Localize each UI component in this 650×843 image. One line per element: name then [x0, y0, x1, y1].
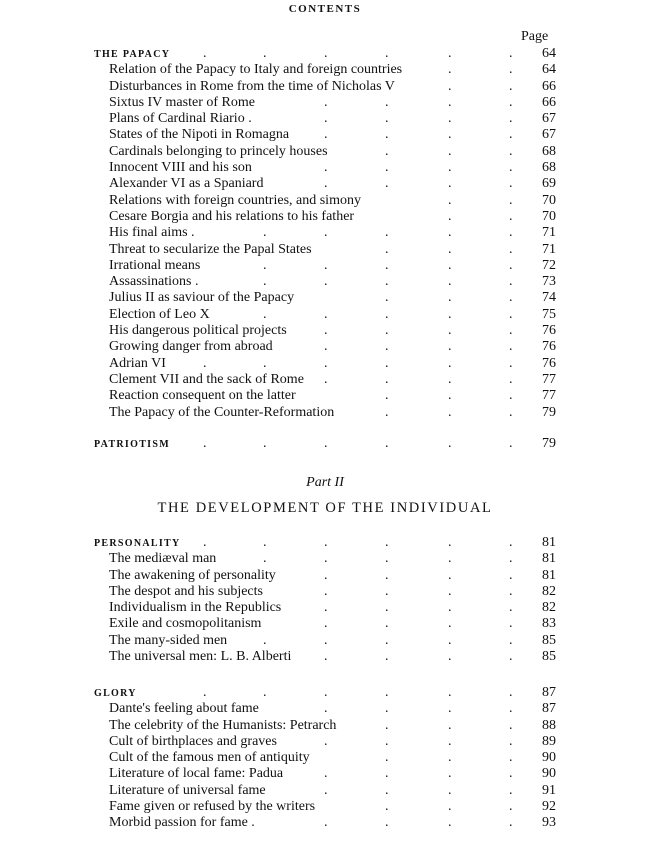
page-column-label: Page: [521, 29, 549, 44]
running-head: CONTENTS: [288, 3, 362, 15]
leader-dot: .: [448, 257, 452, 273]
page-number: 66: [542, 78, 556, 94]
entry-title: Cult of the famous men of antiquity: [109, 750, 310, 766]
leader-dot: .: [324, 225, 328, 241]
toc-entry: [0, 701, 650, 717]
entry-title: The mediæval man: [109, 551, 217, 567]
page-number: 72: [542, 257, 556, 273]
entry-title: Innocent VIII and his son: [109, 160, 252, 176]
toc-entry: [0, 815, 650, 831]
leader-dot: .: [385, 404, 389, 420]
leader-dot: .: [509, 339, 513, 355]
leader-dot: .: [448, 62, 452, 78]
leader-dot: .: [385, 717, 389, 733]
toc-entry: [0, 95, 650, 111]
leader-dot: .: [448, 649, 452, 665]
leader-dot: .: [385, 388, 389, 404]
page-number: 73: [542, 274, 556, 290]
section-patriotism: [0, 436, 650, 452]
leader-dot: .: [448, 701, 452, 717]
leader-dot: .: [509, 815, 513, 831]
page-number: 64: [542, 46, 556, 61]
leader-dot: .: [263, 306, 267, 322]
leader-dot: .: [385, 436, 389, 451]
section-heading: THE PAPACY: [94, 49, 171, 60]
entry-title: Cesare Borgia and his relations to his father: [109, 208, 355, 224]
leader-dot: .: [448, 567, 452, 583]
toc-entry: [0, 600, 650, 616]
entry-title: Reaction consequent on the latter: [109, 388, 296, 404]
entry-title: Election of Leo X: [109, 306, 210, 322]
entry-title: Cardinals belonging to princely houses: [109, 143, 328, 159]
leader-dot: .: [324, 600, 328, 616]
page-number: 71: [542, 241, 556, 257]
leader-dot: .: [509, 388, 513, 404]
leader-dot: .: [448, 339, 452, 355]
leader-dot: .: [324, 649, 328, 665]
page-number: 81: [542, 567, 556, 583]
section-the-papacy: [0, 46, 650, 421]
leader-dot: .: [509, 355, 513, 371]
leader-dot: .: [509, 632, 513, 648]
page-number: 85: [542, 649, 556, 665]
entry-title: The awakening of personality: [109, 567, 276, 583]
page-number: 77: [542, 371, 556, 387]
toc-entry: [0, 193, 650, 209]
leader-dot: .: [385, 567, 389, 583]
leader-dot: .: [203, 46, 207, 61]
leader-dot: .: [385, 111, 389, 127]
leader-dot: .: [509, 78, 513, 94]
leader-dot: .: [509, 766, 513, 782]
leader-dot: .: [509, 551, 513, 567]
leader-dot: .: [385, 616, 389, 632]
toc-entry: [0, 258, 650, 274]
toc-entry: [0, 307, 650, 323]
leader-dot: .: [385, 127, 389, 143]
toc-entry: [0, 649, 650, 665]
page-number: 76: [542, 323, 556, 339]
section-heading-row: [0, 436, 650, 452]
leader-dot: .: [385, 701, 389, 717]
leader-dot: .: [324, 436, 328, 451]
section-heading: PERSONALITY: [94, 538, 181, 549]
leader-dot: .: [509, 127, 513, 143]
toc-entry: [0, 372, 650, 388]
entry-title: Individualism in the Republics: [109, 600, 282, 616]
page-number: 82: [542, 600, 556, 616]
leader-dot: .: [324, 616, 328, 632]
leader-dot: .: [385, 782, 389, 798]
leader-dot: .: [324, 306, 328, 322]
leader-dot: .: [509, 782, 513, 798]
leader-dot: .: [385, 257, 389, 273]
leader-dot: .: [448, 323, 452, 339]
leader-dot: .: [385, 274, 389, 290]
leader-dot: .: [385, 799, 389, 815]
toc-entry: [0, 718, 650, 734]
toc-entry: [0, 584, 650, 600]
leader-dot: .: [324, 257, 328, 273]
leader-dot: .: [509, 225, 513, 241]
leader-dot: .: [448, 782, 452, 798]
entry-title: The many-sided men: [109, 632, 228, 648]
leader-dot: .: [324, 371, 328, 387]
toc-entry: [0, 323, 650, 339]
page-number: 85: [542, 632, 556, 648]
toc-entry: [0, 160, 650, 176]
leader-dot: .: [385, 685, 389, 700]
leader-dot: .: [448, 111, 452, 127]
leader-dot: .: [385, 290, 389, 306]
page-number: 74: [542, 290, 556, 306]
leader-dot: .: [324, 815, 328, 831]
entry-title: Literature of universal fame: [109, 782, 266, 798]
leader-dot: .: [448, 388, 452, 404]
leader-dot: .: [324, 127, 328, 143]
leader-dot: .: [448, 685, 452, 700]
toc-entry: [0, 568, 650, 584]
leader-dot: .: [324, 274, 328, 290]
leader-dot: .: [448, 815, 452, 831]
leader-dot: .: [448, 535, 452, 550]
leader-dot: .: [203, 685, 207, 700]
entry-title: Dante's feeling about fame: [109, 701, 259, 717]
entry-title: Plans of Cardinal Riario .: [109, 111, 252, 127]
leader-dot: .: [385, 766, 389, 782]
toc-entry: [0, 79, 650, 95]
leader-dot: .: [509, 649, 513, 665]
toc-entry: [0, 111, 650, 127]
page-number: 67: [542, 111, 556, 127]
section-heading-row: [0, 535, 650, 551]
page-number: 68: [542, 143, 556, 159]
entry-title: The despot and his subjects: [109, 583, 263, 599]
leader-dot: .: [509, 111, 513, 127]
toc-entry: [0, 356, 650, 372]
leader-dot: .: [509, 733, 513, 749]
leader-dot: .: [385, 94, 389, 110]
entry-title: Disturbances in Rome from the time of Nicholas V: [109, 78, 395, 94]
leader-dot: .: [509, 717, 513, 733]
leader-dot: .: [448, 274, 452, 290]
leader-dot: .: [448, 733, 452, 749]
leader-dot: .: [385, 600, 389, 616]
leader-dot: .: [448, 616, 452, 632]
leader-dot: .: [324, 46, 328, 61]
page-number: 92: [542, 799, 556, 815]
toc-entry: [0, 339, 650, 355]
leader-dot: .: [509, 208, 513, 224]
leader-dot: .: [263, 436, 267, 451]
leader-dot: .: [448, 306, 452, 322]
leader-dot: .: [509, 371, 513, 387]
leader-dot: .: [509, 583, 513, 599]
leader-dot: .: [509, 274, 513, 290]
leader-dot: .: [448, 176, 452, 192]
page-number: 75: [542, 306, 556, 322]
page-number: 93: [542, 815, 556, 831]
toc-entry: [0, 209, 650, 225]
entry-title: Exile and cosmopolitanism: [109, 616, 262, 632]
leader-dot: .: [324, 355, 328, 371]
entry-title: States of the Nipoti in Romagna: [109, 127, 290, 143]
page-number: 79: [542, 404, 556, 420]
page-number: 81: [542, 535, 556, 550]
leader-dot: .: [324, 535, 328, 550]
leader-dot: .: [203, 535, 207, 550]
leader-dot: .: [448, 766, 452, 782]
leader-dot: .: [385, 815, 389, 831]
entry-title: The universal men: L. B. Alberti: [109, 649, 292, 665]
leader-dot: .: [203, 436, 207, 451]
section-heading: GLORY: [94, 688, 137, 699]
leader-dot: .: [385, 241, 389, 257]
leader-dot: .: [324, 323, 328, 339]
part-title: THE DEVELOPMENT OF THE INDIVIDUAL: [157, 500, 493, 516]
leader-dot: .: [509, 436, 513, 451]
page-number: 70: [542, 208, 556, 224]
leader-dot: .: [509, 94, 513, 110]
leader-dot: .: [448, 78, 452, 94]
leader-dot: .: [448, 290, 452, 306]
leader-dot: .: [509, 257, 513, 273]
leader-dot: .: [448, 632, 452, 648]
leader-dot: .: [509, 192, 513, 208]
leader-dot: .: [385, 632, 389, 648]
leader-dot: .: [263, 685, 267, 700]
leader-dot: .: [324, 551, 328, 567]
leader-dot: .: [448, 241, 452, 257]
leader-dot: .: [448, 208, 452, 224]
section-heading-row: [0, 46, 650, 62]
leader-dot: .: [324, 766, 328, 782]
entry-title: Assassinations .: [109, 274, 199, 290]
leader-dot: .: [385, 306, 389, 322]
toc-entry: [0, 388, 650, 404]
leader-dot: .: [509, 323, 513, 339]
leader-dot: .: [324, 632, 328, 648]
toc-entry: [0, 225, 650, 241]
leader-dot: .: [324, 339, 328, 355]
leader-dot: .: [509, 685, 513, 700]
leader-dot: .: [448, 750, 452, 766]
entry-title: Adrian VI: [109, 355, 166, 371]
leader-dot: .: [263, 535, 267, 550]
part-label: Part II: [306, 475, 344, 490]
toc-entry: [0, 633, 650, 649]
leader-dot: .: [324, 701, 328, 717]
leader-dot: .: [385, 733, 389, 749]
leader-dot: .: [324, 733, 328, 749]
entry-title: Cult of birthplaces and graves: [109, 733, 277, 749]
entry-title: Morbid passion for fame .: [109, 815, 255, 831]
page-number: 87: [542, 701, 556, 717]
entry-title: Sixtus IV master of Rome: [109, 94, 255, 110]
leader-dot: .: [509, 306, 513, 322]
leader-dot: .: [448, 225, 452, 241]
leader-dot: .: [203, 355, 207, 371]
page-number: 83: [542, 616, 556, 632]
leader-dot: .: [324, 685, 328, 700]
leader-dot: .: [385, 143, 389, 159]
leader-dot: .: [509, 143, 513, 159]
entry-title: Clement VII and the sack of Rome: [109, 371, 304, 387]
leader-dot: .: [448, 600, 452, 616]
leader-dot: .: [324, 567, 328, 583]
entry-title: The Papacy of the Counter-Reformation: [109, 404, 335, 420]
entry-title: Fame given or refused by the writers: [109, 799, 316, 815]
leader-dot: .: [324, 94, 328, 110]
toc-entry: [0, 799, 650, 815]
section-heading: PATRIOTISM: [94, 439, 170, 450]
leader-dot: .: [385, 535, 389, 550]
leader-dot: .: [448, 94, 452, 110]
page-number: 76: [542, 355, 556, 371]
leader-dot: .: [509, 160, 513, 176]
page-number: 90: [542, 766, 556, 782]
toc-entry: [0, 290, 650, 306]
page-number: 69: [542, 176, 556, 192]
leader-dot: .: [509, 404, 513, 420]
leader-dot: .: [385, 176, 389, 192]
leader-dot: .: [448, 160, 452, 176]
page-number: 88: [542, 717, 556, 733]
entry-title: Growing danger from abroad: [109, 339, 273, 355]
page-number: 71: [542, 225, 556, 241]
leader-dot: .: [385, 46, 389, 61]
page-number: 82: [542, 583, 556, 599]
entry-title: Relation of the Papacy to Italy and foreign countries: [109, 62, 403, 78]
leader-dot: .: [509, 616, 513, 632]
leader-dot: .: [263, 551, 267, 567]
page-number: 91: [542, 782, 556, 798]
leader-dot: .: [385, 551, 389, 567]
toc-entry: [0, 405, 650, 421]
page-number: 66: [542, 94, 556, 110]
leader-dot: .: [263, 632, 267, 648]
leader-dot: .: [509, 535, 513, 550]
page-number: 89: [542, 733, 556, 749]
toc-entry: [0, 176, 650, 192]
leader-dot: .: [509, 241, 513, 257]
entry-title: Irrational means: [109, 257, 201, 273]
leader-dot: .: [385, 355, 389, 371]
leader-dot: .: [448, 551, 452, 567]
page-number: 81: [542, 551, 556, 567]
entry-title: Relations with foreign countries, and simony: [109, 192, 361, 208]
leader-dot: .: [263, 225, 267, 241]
page-number: 68: [542, 160, 556, 176]
leader-dot: .: [385, 160, 389, 176]
leader-dot: .: [448, 192, 452, 208]
entry-title: Alexander VI as a Spaniard: [109, 176, 264, 192]
section-personality: [0, 535, 650, 665]
leader-dot: .: [509, 701, 513, 717]
entry-title: Threat to secularize the Papal States: [109, 241, 312, 257]
leader-dot: .: [509, 567, 513, 583]
toc-entry: [0, 734, 650, 750]
leader-dot: .: [448, 717, 452, 733]
leader-dot: .: [324, 111, 328, 127]
page-number: 67: [542, 127, 556, 143]
page-number: 79: [542, 436, 556, 451]
page-number: 64: [542, 62, 556, 78]
page-number: 70: [542, 192, 556, 208]
entry-title: Literature of local fame: Padua: [109, 766, 284, 782]
leader-dot: .: [263, 355, 267, 371]
toc-entry: [0, 242, 650, 258]
entry-title: His dangerous political projects: [109, 323, 287, 339]
leader-dot: .: [448, 127, 452, 143]
leader-dot: .: [385, 649, 389, 665]
leader-dot: .: [509, 62, 513, 78]
leader-dot: .: [263, 257, 267, 273]
leader-dot: .: [448, 404, 452, 420]
leader-dot: .: [385, 339, 389, 355]
toc-entry: [0, 127, 650, 143]
leader-dot: .: [448, 371, 452, 387]
leader-dot: .: [509, 46, 513, 61]
leader-dot: .: [263, 274, 267, 290]
leader-dot: .: [385, 750, 389, 766]
leader-dot: .: [448, 143, 452, 159]
leader-dot: .: [448, 355, 452, 371]
toc-entry: [0, 551, 650, 567]
toc-entry: [0, 62, 650, 78]
page-number: 90: [542, 750, 556, 766]
leader-dot: .: [448, 436, 452, 451]
toc-entry: [0, 783, 650, 799]
page-number: 87: [542, 685, 556, 700]
entry-title: His final aims .: [109, 225, 195, 241]
toc-entry: [0, 274, 650, 290]
leader-dot: .: [324, 176, 328, 192]
leader-dot: .: [448, 583, 452, 599]
leader-dot: .: [385, 225, 389, 241]
toc-entry: [0, 616, 650, 632]
leader-dot: .: [509, 290, 513, 306]
leader-dot: .: [448, 799, 452, 815]
leader-dot: .: [509, 176, 513, 192]
leader-dot: .: [385, 371, 389, 387]
page-number: 77: [542, 388, 556, 404]
toc-entry: [0, 750, 650, 766]
section-glory: [0, 685, 650, 832]
toc-entry: [0, 144, 650, 160]
leader-dot: .: [385, 583, 389, 599]
entry-title: Julius II as saviour of the Papacy: [109, 290, 295, 306]
leader-dot: .: [263, 46, 267, 61]
leader-dot: .: [509, 750, 513, 766]
leader-dot: .: [448, 46, 452, 61]
section-heading-row: [0, 685, 650, 701]
page-number: 76: [542, 339, 556, 355]
entry-title: The celebrity of the Humanists: Petrarch: [109, 717, 337, 733]
leader-dot: .: [324, 583, 328, 599]
leader-dot: .: [324, 782, 328, 798]
leader-dot: .: [324, 160, 328, 176]
toc-entry: [0, 766, 650, 782]
leader-dot: .: [385, 323, 389, 339]
leader-dot: .: [509, 600, 513, 616]
leader-dot: .: [509, 799, 513, 815]
